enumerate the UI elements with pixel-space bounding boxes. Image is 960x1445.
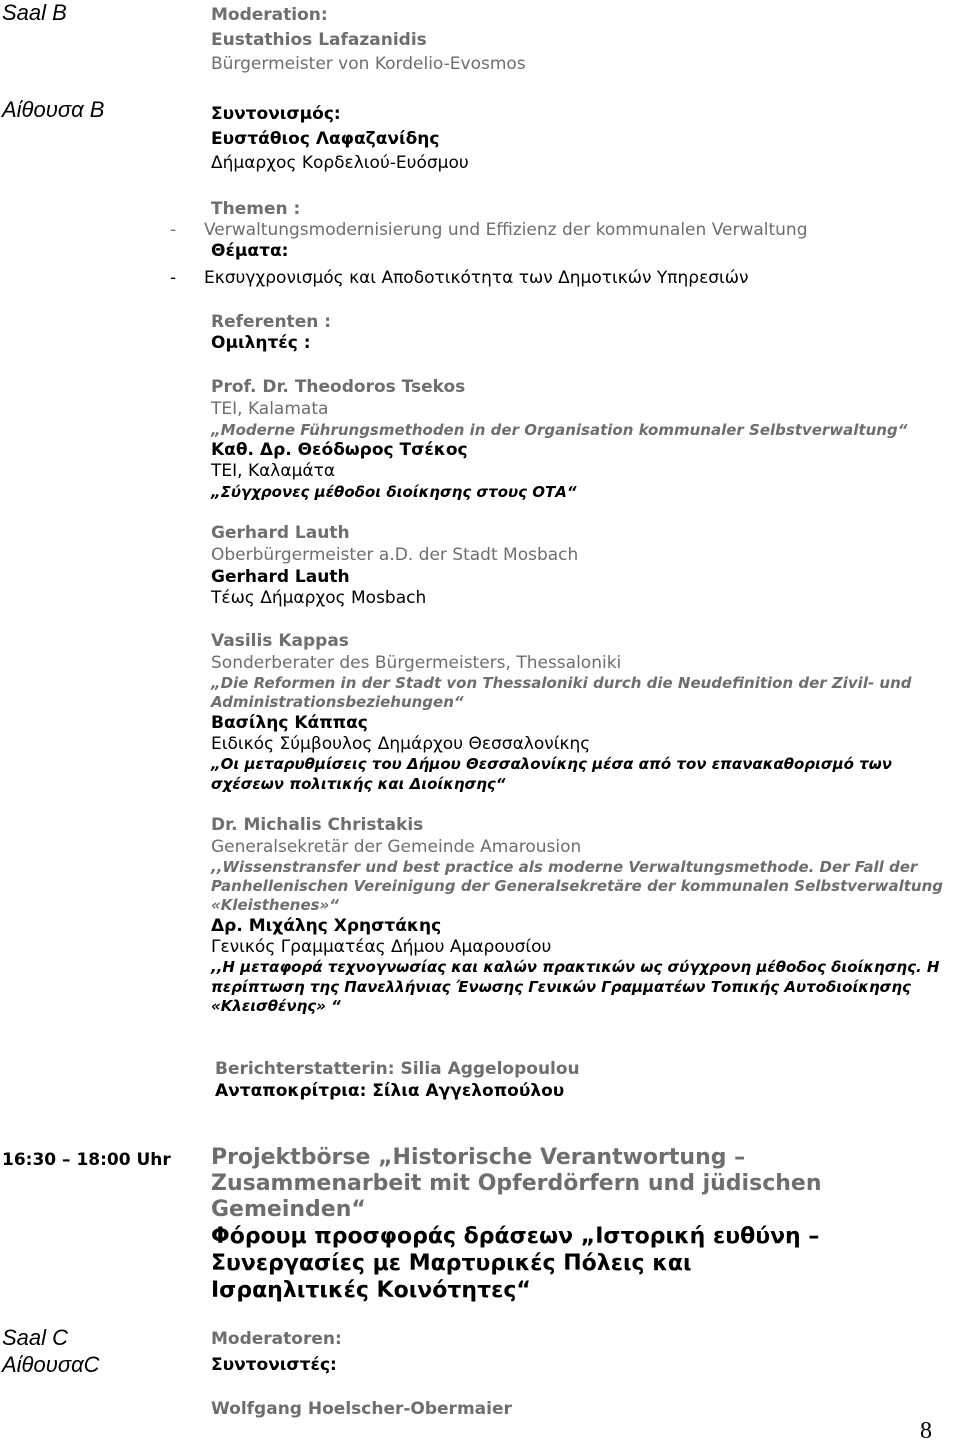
speaker-affiliation-de: Generalsekretär der Gemeinde Amarousion [211,837,582,857]
talk-title-gr: „Σύγχρονες μέθοδοι διοίκησης στους ΟΤΑ“ [211,483,577,501]
speaker-name-gr: Καθ. Δρ. Θεόδωρος Τσέκος [211,440,468,460]
moderator-name-de: Eustathios Lafazanidis [211,30,427,50]
talk-title-gr: ,,Η μεταφορά τεχνογνωσίας και καλών πρακτικών ως σύγχρονη μέθοδος διοίκησης. Η περίπτωση της Πανελλήνιας Ένωσης Γενικών Γραμματέων Τοπικής Αυτοδιοίκησης «Κλεισθένης» “ [211,958,940,1015]
speaker-name-de: Gerhard Lauth [211,523,350,543]
moderators-label-gr: Συντονιστές: [211,1355,337,1375]
speaker-affiliation-gr: Τέως Δήμαρχος Mosbach [211,588,427,608]
speaker-name-gr: Gerhard Lauth [211,567,350,587]
talk-title-de: ,,Wissenstransfer und best practice als moderne Verwaltungsmethode. Der Fall der Panhellenischen Vereinigung der Generalsekretäre der kommunalen Selbstverwaltung «Kleisthenes»“ [211,858,943,914]
talk-title-gr: „Οι μεταρυθμίσεις του Δήμου Θεσσαλονίκης μέσα από τον επανακαθορισμό των σχέσεων πολιτικής και Διοίκησης“ [211,755,892,793]
rapporteur-de: Berichterstatterin: Silia Aggelopoulou [215,1059,580,1079]
speaker-affiliation-de: TEI, Kalamata [211,399,329,419]
theme-gr: Εκσυγχρονισμός και Αποδοτικότητα των Δημοτικών Υπηρεσιών [204,268,749,288]
themes-label-gr: Θέματα: [211,241,289,261]
speaker-name-de: Dr. Michalis Christakis [211,815,424,835]
theme-bullet-de: - [170,220,177,240]
room-label-de: Saal B [2,0,67,25]
room-label-de: Saal C [2,1325,69,1350]
speaker-affiliation-de: Oberbürgermeister a.D. der Stadt Mosbach [211,545,579,565]
themes-label-de: Themen : [211,199,301,219]
speaker-affiliation-de: Sonderberater des Bürgermeisters, Thessaloniki [211,653,622,673]
moderation-label-de: Moderation: [211,5,328,25]
session-title-de: Projektbörse „Historische Verantwortung – Zusammenarbeit mit Opferdörfern und jüdischen Gemeinden“ [211,1145,822,1222]
moderators-label-de: Moderatoren: [211,1329,342,1349]
session-title-gr: Φόρουμ προσφοράς δράσεων „Ιστορική ευθύνη – Συνεργασίες με Μαρτυρικές Πόλεις και Ισραηλιτικές Κοινότητες“ [211,1224,820,1303]
speakers-label-de: Referenten : [211,312,332,332]
room-label-gr: Αίθουσα Β [2,97,105,122]
moderator-role-de: Bürgermeister von Kordelio-Evosmos [211,54,526,74]
speaker-name-de: Vasilis Kappas [211,631,349,651]
speaker-affiliation-gr: Ειδικός Σύμβουλος Δημάρχου Θεσσαλονίκης [211,734,591,754]
speaker-name-gr: Βασίλης Κάππας [211,713,368,733]
speaker-affiliation-gr: Γενικός Γραμματέας Δήμου Αμαρουσίου [211,937,552,957]
page-number: 8 [920,1418,932,1444]
moderation-label-gr: Συντονισμός: [211,104,341,124]
moderator-role-gr: Δήμαρχος Κορδελιού-Ευόσμου [211,153,469,173]
speaker-name-gr: Δρ. Μιχάλης Χρηστάκης [211,916,442,936]
speakers-label-gr: Ομιλητές : [211,333,311,353]
room-label-gr: ΑίθουσαC [2,1352,100,1377]
moderator-name: Wolfgang Hoelscher-Obermaier [211,1399,512,1419]
rapporteur-gr: Ανταποκρίτρια: Σίλια Αγγελοπούλου [215,1081,565,1101]
theme-de: Verwaltungsmodernisierung und Effizienz der kommunalen Verwaltung [204,220,808,240]
talk-title-de: „Die Reformen in der Stadt von Thessaloniki durch die Neudefinition der Zivil- und Administrationsbeziehungen“ [211,674,912,711]
talk-title-de: „Moderne Führungsmethoden in der Organisation kommunaler Selbstverwaltung“ [211,421,908,439]
theme-bullet-gr: - [170,268,177,288]
speaker-affiliation-gr: TEI, Καλαμάτα [211,461,336,481]
speaker-name-de: Prof. Dr. Theodoros Tsekos [211,377,466,397]
session-time: 16:30 – 18:00 Uhr [2,1150,171,1170]
moderator-name-gr: Ευστάθιος Λαφαζανίδης [211,129,440,149]
